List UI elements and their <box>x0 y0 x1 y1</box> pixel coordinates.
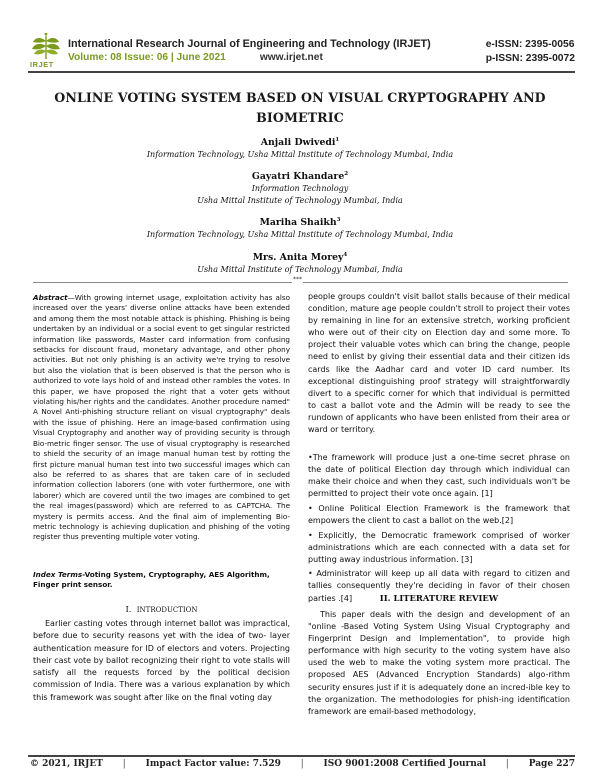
author-sup: 2 <box>344 170 349 177</box>
journal-subline <box>68 52 323 63</box>
abstract <box>33 293 290 543</box>
index-terms <box>33 570 290 591</box>
journal-title: International Research Journal of Engineering and Technology (IRJET) <box>68 38 431 50</box>
author-block <box>40 216 560 241</box>
pissn: p-ISSN: 2395-0072 <box>485 53 575 64</box>
author-sup: 1 <box>335 136 340 143</box>
literature-review-heading: II. LITERATURE REVIEW <box>379 593 499 603</box>
footer-impact-factor: Impact Factor value: 7.529 <box>145 759 281 769</box>
list-item: • Online Political Election Framework is the framework that empowers the client to cast a ballot on the web.[2] <box>308 503 570 525</box>
section-title: INTRODUCTION <box>136 606 198 614</box>
author-block <box>40 170 560 207</box>
section-numeral: I. <box>125 604 132 614</box>
list-item: • Administrator will keep up all data with regard to citizen and tallies consequently they're deciding in favor of their chosen parties .[4] <box>308 569 570 603</box>
website-link[interactable]: www.irjet.net <box>259 52 323 63</box>
issn-block <box>486 38 575 66</box>
page-footer <box>30 759 575 769</box>
journal-header <box>30 33 575 69</box>
list-item: •The framework will produce just a one-time secret phrase on the date of political Election day through which individual can make their choice and when they cast, such individuals won't be permitted to project their vote once again. [1] <box>308 453 570 499</box>
footer-separator: | <box>505 759 509 769</box>
author-affiliation: Usha Mittal Institute of Technology Mumbai, India <box>197 196 403 205</box>
list-item: • Explicitly, the Democratic framework comprised of worker administrations which are each connected with a data set for putting away industrious information. [3] <box>308 530 570 564</box>
author-sup: 3 <box>336 216 341 223</box>
index-terms-label: Index Terms <box>33 570 83 579</box>
author-affiliation: Information Technology, Usha Mittal Institute of Technology Mumbai, India <box>146 150 454 159</box>
eissn: e-ISSN: 2395-0056 <box>485 39 575 50</box>
bullet-list <box>308 452 570 607</box>
leaf-icon <box>30 33 62 61</box>
author-block <box>40 251 560 276</box>
footer-copyright: © 2021, IRJET <box>30 759 103 769</box>
abstract-text: —With growing internet usage, exploitation activity has also increased over the years' diverse online attacks have been extended and among them the most notable attack is phishing. Phishing is being undertaken by an individual or a social event to get singular restricted information like passwords, Master card information from confusing setbacks for discount fraud, monetary advantage, and other phony activities. But not only phishing is an activity we're trying to resolve but also the violation that is been observed is that the person who is authorized to vote lays hold of and instead other rambles the votes. In this paper, we have proposed the right that a voter gets without violating his/her rights and the candidates. Another procedure named" A Novel Anti-phishing structure reliant on visual cryptography" deals with the issue of phishing. Here an image-based confirmation using Visual Cryptography and another way of providing security is through Bio-metric finger sensor. The use of visual cryptography is researched to shield the security of an image manual human test by rotting the first picture manual human test into two successful images which can also be referred to as shares that are taken care of in secluded information collection laborers (one with voter furthermore, one with laborer) which are covered until the two images are combined to get the real images(password) which are referred to as CAPTCHA. The mystery is permits access. And the final aim of implementing Bio-metric technology is achieving duplication and phishing of the voting register thus preventing multiple voter voting. <box>33 293 290 542</box>
footer-iso: ISO 9001:2008 Certified Journal <box>323 759 487 769</box>
footer-separator: | <box>300 759 304 769</box>
divider-stars: *** <box>293 276 302 283</box>
body-paragraph: people groups couldn't visit ballot stalls because of their medical condition, mature age people couldn't stroll to project their votes by remaining in line for an extensive stretch, working proficient who were out of their city on Election day and some more. To project their valuable votes which can bring the change, people need to enlist by giving their essential data and their citizen ids cards like the Aadhar card and voter ID card number. Its exceptional distinguishing proof strategy will straightforwardly divert to a specific corner for which that individual is permitted to cast a ballot vote and the Admin will be ready to see the rundown of applicants who have been enlisted from their area or ward or territory. <box>308 292 570 435</box>
author-block <box>40 136 560 161</box>
logo-text: IRJET <box>30 60 54 69</box>
abstract-label: Abstract <box>33 293 68 302</box>
title-line-1: ONLINE VOTING SYSTEM BASED ON VISUAL CRYPTOGRAPHY AND <box>54 90 546 105</box>
footer-separator: | <box>122 759 126 769</box>
author-name: Mariha Shaikh <box>259 217 337 228</box>
volume-issue: Volume: 08 Issue: 06 | June 2021 <box>68 52 226 63</box>
author-name: Mrs. Anita Morey <box>252 252 344 263</box>
irjet-logo <box>30 33 62 69</box>
introduction-heading <box>33 604 290 614</box>
literature-review-text: This paper deals with the design and development of an "online -Based Voting System Using Visual Cryptography and Fingerprint Design and Implementation", to provide high performance with high security to the voting system have also used the web to make the voting system more practical. The proposed AES (Advanced Encryption Standards) algo-rithm security ensures just if it is adequately done an incred-ible key to the organization. The methodologies for phish-ing identification framework are email-based methodology, <box>308 610 570 716</box>
author-affiliation: Information Technology <box>251 184 349 193</box>
author-affiliation: Usha Mittal Institute of Technology Mumbai, India <box>197 265 403 274</box>
author-affiliation: Information Technology, Usha Mittal Institute of Technology Mumbai, India <box>146 230 454 239</box>
paper-title <box>40 88 560 128</box>
introduction-text: Earlier casting votes through internet ballot was impractical, before due to security reasons yet with the idea of two- layer authentication measure for ID of electors and voters. Projecting their cast vote by ballot recognizing their right to vote stalls will satisfy all the requests forced by the political decision commission of India. There was a various explanation by which this framework was sought after like on the final voting day <box>33 619 290 702</box>
footer-divider <box>28 755 575 757</box>
footer-page-number: Page 227 <box>528 759 575 769</box>
author-name: Gayatri Khandare <box>251 171 345 182</box>
index-terms-text: -Voting System, Cryptography, AES Algorithm, Finger print sensor. <box>33 570 270 590</box>
author-name: Anjali Dwivedi <box>260 137 336 148</box>
header-divider <box>28 71 575 73</box>
author-sup: 4 <box>343 251 348 258</box>
title-line-2: BIOMETRIC <box>256 110 344 125</box>
